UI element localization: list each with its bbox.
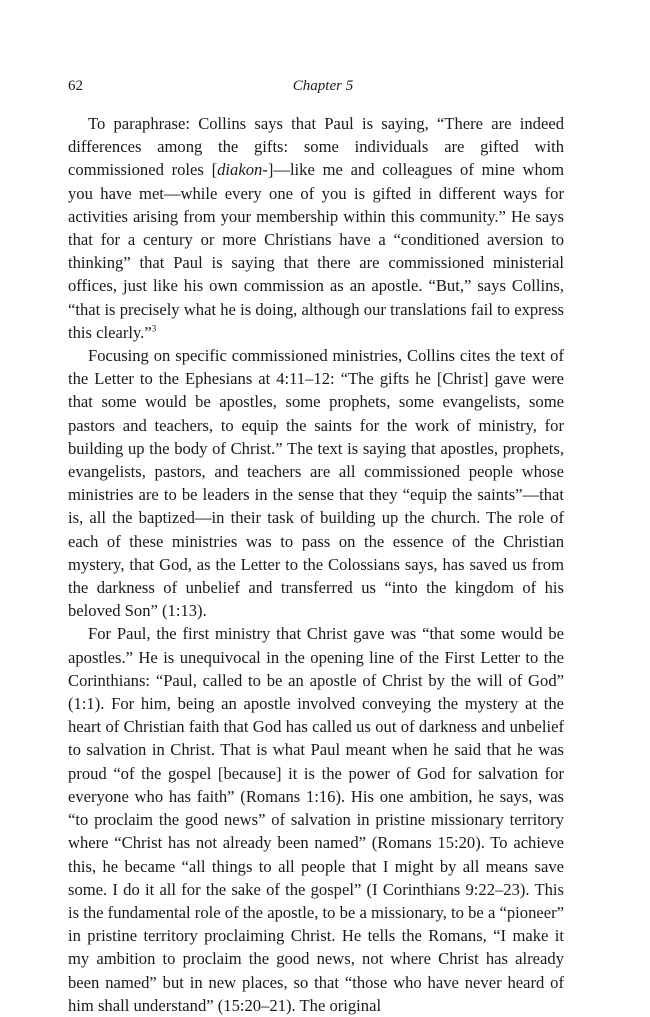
paragraph-3: For Paul, the first ministry that Christ gave was “that some would be apostles.” He is unequivocal in the opening line of the First Letter to the Corinthians: “Paul, called to be an apostle of Christ by the will of God” (1:1). For him, being an apostle involved conveying the mystery at the heart of Christian faith that God has called us out of darkness and unbelief to salvation in Christ. That is what Paul meant when he said that he was proud “of the gospel [because] it is the power of God for salvation for everyone who has faith” (Romans 1:16). His one ambition, he says, was “to proclaim the good news” of salvation in pristine missionary territory where “Christ has not already been named” (Romans 15:20). To achieve this, he became “all things to all people that I might by all means save some. I do it all for the sake of the gospel” (I Corinthians 9:22–23). This is the fundamental role of the apostle, to be a missionary, to be a “pioneer” in pristine territory proclaiming Christ. He tells the Romans, “I make it my ambition to proclaim the good news, not where Christ has already been named” but in new places, so that “those who have never heard of him shall understand” (15:20–21). The original xyxy=(68,624,564,1015)
body-text xyxy=(68,112,564,1017)
paragraph-1-text-c: ]—like me and colleagues of mine whom you have met—while every one of you is gifted in different ways for activities arising from your membership within this community.” He says that for a century or more Christians have a “conditioned aversion to thinking” that Paul is saying that there are commissioned ministerial offices, just like his own commission as an apostle. “But,” says Collins, “that is precisely what he is doing, although our translations fail to express this clearly.” xyxy=(68,160,564,342)
page-number: 62 xyxy=(68,78,83,94)
paragraph-2: Focusing on specific commissioned ministries, Collins cites the text of the Letter to the Ephesians at 4:11–12: “The gifts he [Christ] gave were that some would be apostles, some prophets, some evangelists, some pastors and teachers, to equip the saints for the work of ministry, for building up the body of Christ.” The text is saying that apostles, prophets, evangelists, pastors, and teachers are all commissioned people whose ministries are to be leaders in the sense that they “equip the saints”—that is, all the baptized—in their task of building up the church. The role of each of these ministries was to pass on the essence of the Christian mystery, that God, as the Letter to the Colossians says, has saved us from the darkness of unbelief and transferred us “into the kingdom of his beloved Son” (1:13). xyxy=(68,346,564,621)
footnote-marker: 3 xyxy=(151,323,157,334)
paragraph-1-italic-term: diakon- xyxy=(217,160,268,180)
paragraph-1 xyxy=(68,112,564,344)
paragraph-1-text-a: To paraphrase: Collins says that Paul is saying, “There are indeed differences among the gifts: some individuals are gifted with commissioned roles [ xyxy=(68,114,564,180)
running-head: Chapter 5 xyxy=(292,78,354,94)
page-header xyxy=(68,78,578,100)
